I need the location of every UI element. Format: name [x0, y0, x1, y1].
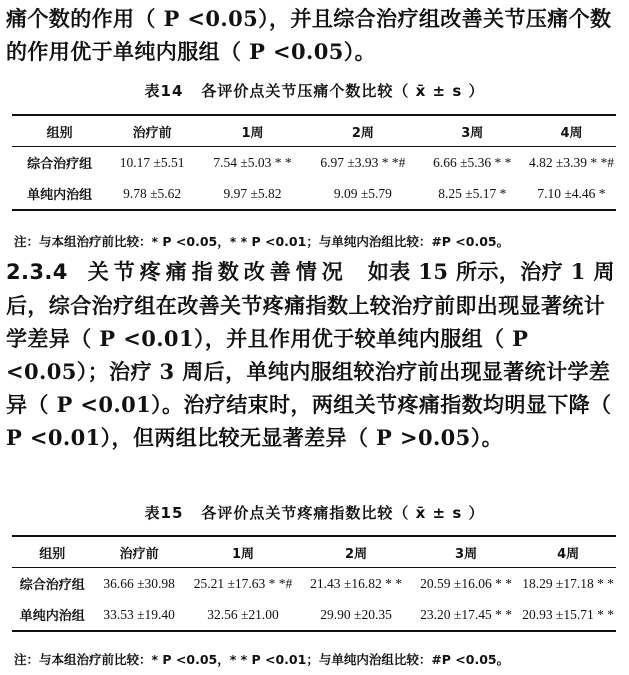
table15-cell: 20.93 ±15.71 * *	[522, 606, 614, 622]
table14-header-cell: 2周	[351, 125, 374, 141]
table15-cell: 36.66 ±30.98	[103, 575, 175, 591]
table14-cell: 9.09 ±5.79	[333, 185, 392, 201]
table14-cell: 9.78 ±5.62	[123, 185, 182, 201]
table14-note: 注：与本组治疗前比较：* P <0.05，* * P <0.01；与单纯内治组比较：#P <0.05。	[14, 234, 510, 249]
table15-header-cell: 4周	[557, 546, 580, 562]
table14-header-cell: 组别	[46, 125, 73, 141]
table14-group-cell: 综合治疗组	[27, 157, 93, 172]
table14-title: 各评价点关节压痛个数比较（ x̄ ± s ）	[201, 82, 485, 100]
table15-cell: 29.90 ±20.35	[320, 606, 392, 622]
table15-header-cell: 2周	[345, 546, 368, 562]
table15-title: 各评价点关节疼痛指数比较（ x̄ ± s ）	[201, 504, 485, 522]
table-row	[12, 568, 616, 600]
table15-cell: 21.43 ±16.82 * *	[310, 575, 402, 591]
table15-header-cell: 组别	[39, 546, 66, 562]
table14-cell: 8.25 ±5.17 *	[438, 185, 507, 201]
table15-cell: 32.56 ±21.00	[207, 606, 279, 622]
table14-cell: 9.97 ±5.82	[223, 185, 282, 201]
table-row	[12, 599, 616, 631]
table14-number: 表14	[144, 82, 184, 100]
table15-note: 注：与本组治疗前比较：* P <0.05，* * P <0.01；与单纯内治组比较：#P <0.05。	[14, 652, 510, 667]
paragraph-top: 痛个数的作用（ P <0.05），并且综合治疗组改善关节压痛个数的作用优于单纯内服组（ P <0.05）。	[6, 6, 612, 64]
table14-cell: 7.54 ±5.03 * *	[213, 154, 292, 170]
section-number: 2.3.4	[6, 260, 68, 284]
table14	[12, 114, 616, 211]
table14-header-row	[12, 115, 616, 147]
table14-cell: 6.66 ±5.36 * *	[433, 154, 512, 170]
table15-cell: 18.29 ±17.18 * *	[522, 575, 614, 591]
table15-header-cell: 治疗前	[119, 546, 159, 562]
table15-header-cell: 1周	[232, 546, 255, 562]
table14-header-cell: 3周	[461, 125, 484, 141]
table-row	[12, 178, 616, 210]
table15-group-cell: 综合治疗组	[19, 578, 85, 593]
table15-header-cell: 3周	[455, 546, 478, 562]
table14-cell: 6.97 ±3.93 * *#	[320, 154, 406, 170]
table14-header-cell: 4周	[560, 125, 583, 141]
section-title: 关节疼痛指数改善情况	[87, 259, 348, 284]
table15-cell: 23.20 ±17.45 * *	[420, 606, 512, 622]
table14-header-cell: 1周	[241, 125, 264, 141]
table14-cell: 7.10 ±4.46 *	[537, 185, 606, 201]
table15-cell: 33.53 ±19.40	[103, 606, 175, 622]
table15-caption	[0, 502, 629, 523]
table15-group-cell: 单纯内治组	[19, 609, 85, 624]
table14-cell: 10.17 ±5.51	[119, 154, 185, 170]
table14-cell: 4.82 ±3.39 * *#	[528, 154, 614, 170]
table15	[12, 535, 616, 632]
table14-caption	[0, 80, 629, 101]
section-body: 如表 15 所示，治疗 1 周后，综合治疗组在改善关节疼痛指数上较治疗前即出现显著统计学差异（ P <0.01），并且作用优于较单纯内服组（ P <0.05）；治疗 3 周后，单纯内服组较治疗前出现显著统计学差异（ P <0.01）。治疗结束时，两组关节疼痛指数均明显下降（ P <0.01），但两组比较无显著差异（ P >0.05）。	[6, 259, 615, 450]
section-paragraph	[6, 255, 624, 454]
table-row	[12, 147, 616, 179]
table14-group-cell: 单纯内治组	[27, 188, 93, 203]
table15-number: 表15	[144, 504, 184, 522]
table15-header-row	[12, 536, 616, 568]
table14-header-cell: 治疗前	[132, 125, 172, 141]
table15-cell: 25.21 ±17.63 * *#	[193, 575, 293, 591]
table15-cell: 20.59 ±16.06 * *	[420, 575, 512, 591]
